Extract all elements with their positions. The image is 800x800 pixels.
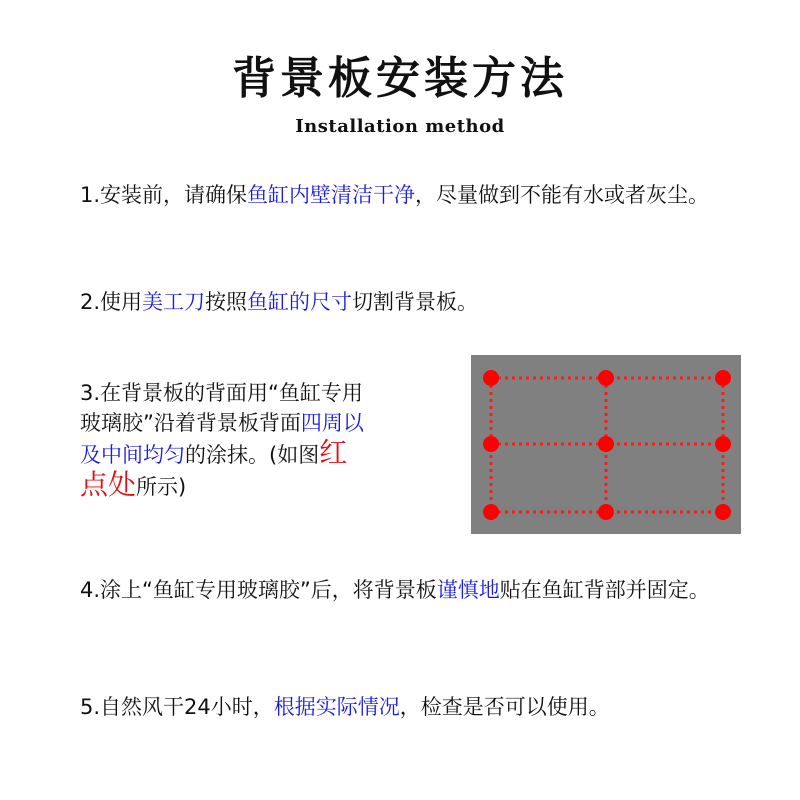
step-2-text-mid: 按照	[205, 290, 248, 314]
step-3-highlight: 四周以及中间均匀	[80, 411, 364, 467]
step-4	[80, 575, 740, 605]
glue-dot	[715, 370, 731, 386]
page-subtitle: Installation method	[295, 116, 505, 137]
step-4-text: 4.涂上“鱼缸专用玻璃胶”后，将背景板	[80, 578, 437, 602]
glue-dot	[483, 504, 499, 520]
glue-dot	[715, 436, 731, 452]
glue-dot	[483, 370, 499, 386]
step-1	[80, 180, 740, 210]
step-2-highlight-tool: 美工刀	[142, 290, 206, 314]
step-4-text-end: 贴在鱼缸背部并固定。	[499, 578, 710, 602]
page-title: 背景板安装方法	[232, 53, 568, 104]
glue-dot	[715, 504, 731, 520]
step-1-highlight: 鱼缸内壁清洁干净	[247, 183, 416, 207]
step-3	[80, 378, 370, 502]
glue-dot	[598, 504, 614, 520]
step-5-text-end: ，检查是否可以使用。	[399, 695, 610, 719]
step-5	[80, 692, 760, 722]
step-2-text-end: 切割背景板。	[352, 290, 479, 314]
step-3-red-highlight: 红点处	[80, 436, 348, 501]
step-2-text: 2.使用	[80, 290, 143, 314]
glue-dot	[598, 370, 614, 386]
step-1-text-end: ，尽量做到不能有水或者灰尘。	[415, 183, 710, 207]
step-5-text: 5.自然风干24小时，	[80, 695, 274, 719]
step-3-text: 3.在背景板的背面用“鱼缸专用玻璃胶”沿着背景板背面	[80, 381, 363, 435]
step-2	[80, 287, 740, 317]
glue-dot	[483, 436, 499, 452]
glue-dot	[598, 436, 614, 452]
step-1-text: 1.安装前，请确保	[80, 183, 248, 207]
step-4-highlight: 谨慎地	[436, 578, 500, 602]
step-3-text-mid: 的涂抹。(如图	[185, 443, 320, 467]
step-2-highlight-size: 鱼缸的尺寸	[247, 290, 353, 314]
step-5-highlight: 根据实际情况	[273, 695, 400, 719]
step-3-text-end: 所示)	[136, 475, 187, 499]
glue-diagram	[471, 355, 741, 534]
